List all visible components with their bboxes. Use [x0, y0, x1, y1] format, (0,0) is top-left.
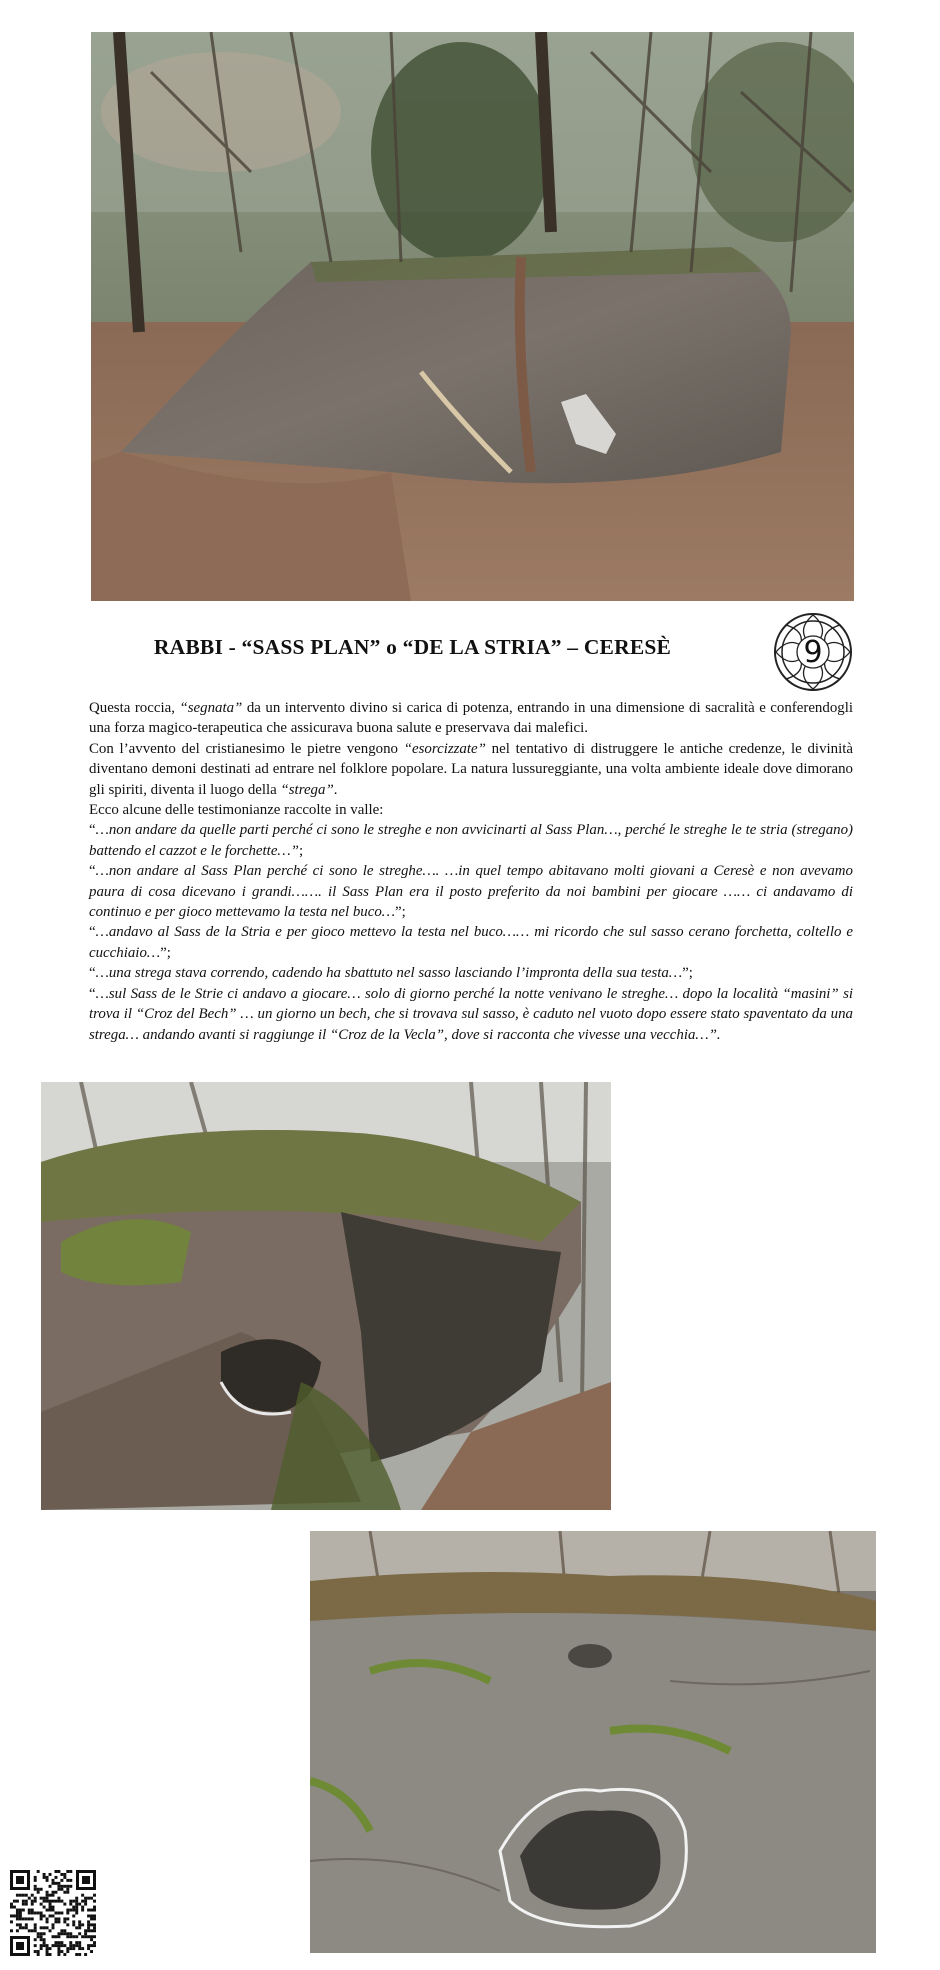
body-paragraph: [89, 922, 853, 963]
body-paragraph: [89, 739, 853, 800]
body-paragraph: [89, 861, 853, 922]
italic-text: “segnata”: [179, 700, 243, 716]
page-title: RABBI - “SASS PLAN” o “DE LA STRIA” – CERESÈ: [153, 635, 672, 659]
celtic-knot-badge: [772, 611, 854, 693]
text-run: nel tentativo di distruggere le antiche credenze, le divinità diventano demoni destinati ad entrare nel folklore popolare. La natura lussureggiante, una volta ambiente ideale dove dimorano gli spiriti, diventa il luogo della: [89, 740, 853, 798]
text-run: “: [89, 924, 96, 941]
text-run: Ecco alcune delle testimonianze raccolte in valle:: [89, 802, 384, 819]
text-run: .: [333, 781, 338, 798]
text-run: ”;: [682, 965, 693, 982]
title-row: [91, 605, 854, 695]
rock-clearing-photo: [91, 32, 854, 601]
text-run: “: [89, 863, 96, 880]
text-run: Con l’avvento del cristianesimo le pietre vengono: [89, 740, 404, 757]
body-paragraph: [89, 800, 853, 820]
text-run: Questa roccia,: [89, 700, 180, 716]
text-run: “: [89, 985, 96, 1002]
italic-text: …andavo al Sass de la Stria e per gioco mettevo la testa nel buco…… mi ricordo che sul sasso cerano forchetta, coltello e cucchiaio…: [89, 924, 853, 961]
body-paragraph: [89, 984, 853, 1045]
body-paragraph: [89, 820, 853, 861]
text-run: “: [89, 822, 96, 839]
italic-text: “strega”: [280, 781, 334, 798]
text-run: ;: [298, 842, 304, 859]
body-paragraph: [89, 698, 853, 739]
italic-text: …non andare al Sass Plan perché ci sono le streghe…. …in quel tempo abitavano molti giovani a Ceresè e non avevamo paura di cosa dicevano i grandi……. il Sass Plan era il posto preferito da noi bambini per giocare …… ci andavamo di continuo e per gioco mettevamo la testa nel buco…: [89, 863, 853, 921]
badge-number: 9: [803, 634, 823, 670]
italic-text: …una strega stava correndo, cadendo ha sbattuto nel sasso lasciando l’impronta della sua testa…: [95, 965, 683, 982]
body-paragraph: [89, 963, 853, 983]
italic-text: …sul Sass de le Strie ci andavo a giocare… solo di giorno perché la notte venivano le streghe… dopo la località “masini” si trova il “Croz del Bech” … un giorno un bech, che si trovava sul sasso, è caduto nel vuoto dopo essere stato spaventato da una strega… andando avanti si raggiunge il “Croz de la Vecla”, dove si racconta che vivesse una vecchia…”.: [89, 985, 853, 1043]
italic-text: …non andare da quelle parti perché ci sono le streghe e non avvicinarti al Sass Plan…, perché le streghe le te stria (stregano) battendo el cazzot e le forchette…”: [89, 822, 853, 859]
text-run: da un intervento divino si carica di potenza, entrando in una dimensione di sacralità e conferendogli una forza magico-terapeutica che assicurava buona salute e preservava dai malefici.: [89, 700, 853, 737]
italic-text: “esorcizzate”: [403, 740, 486, 757]
text-run: ”;: [160, 944, 171, 961]
text-run: “: [89, 965, 96, 982]
rock-imprint-photo: [310, 1531, 876, 1953]
body-text: [89, 698, 853, 1045]
mossy-boulder-photo: [41, 1082, 611, 1510]
qr-code[interactable]: [8, 1868, 98, 1958]
text-run: ”;: [395, 904, 406, 921]
